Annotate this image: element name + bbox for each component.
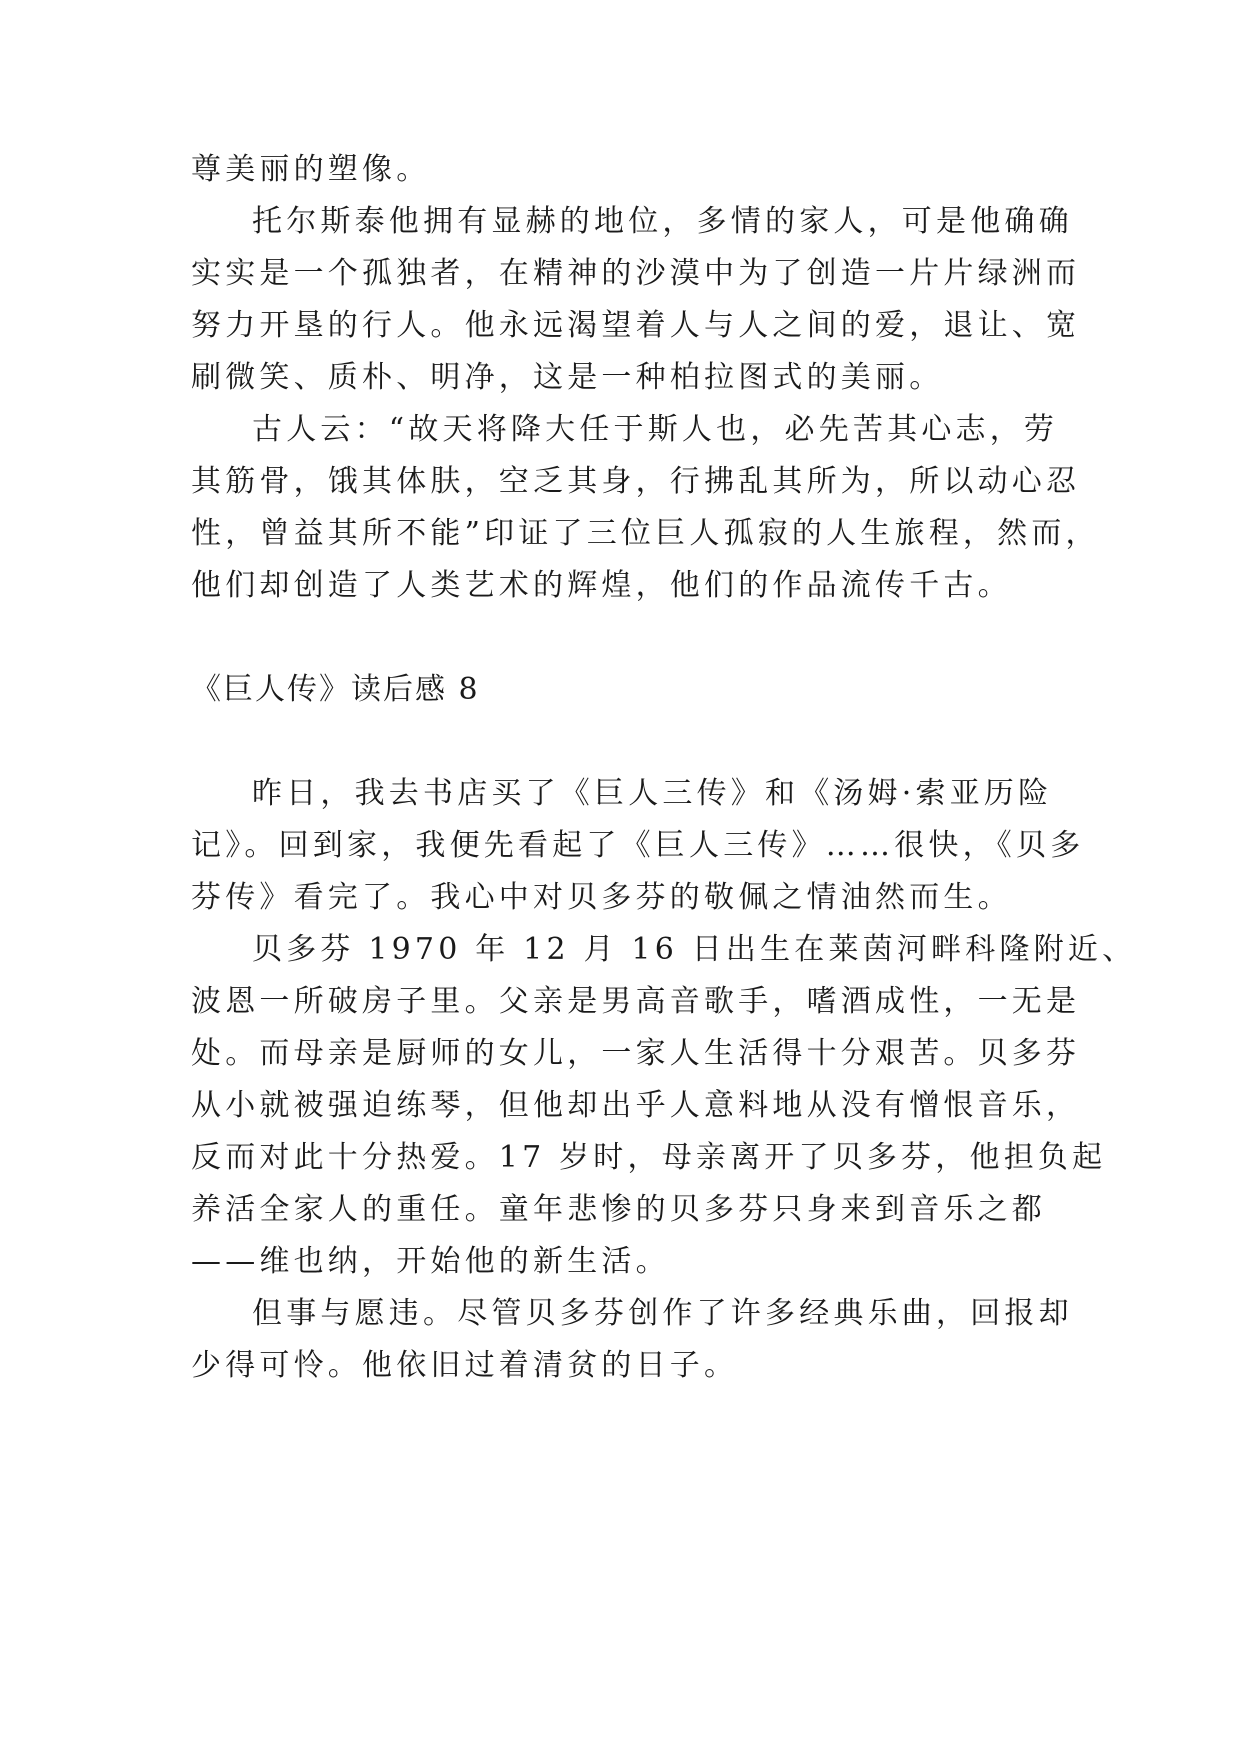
text-line: 但事与愿违。尽管贝多芬创作了许多经典乐曲，回报却 [252, 1296, 1073, 1331]
text-line: 波恩一所破房子里。父亲是男高音歌手，嗜酒成性，一无是 [191, 984, 1081, 1019]
text-line: 托尔斯泰他拥有显赫的地位，多情的家人，可是他确确 [252, 204, 1073, 239]
text-line: 实实是一个孤独者，在精神的沙漠中为了创造一片片绿洲而 [191, 256, 1081, 291]
text-line: 少得可怜。他依旧过着清贫的日子。 [191, 1348, 739, 1383]
text-line: 昨日，我去书店买了《巨人三传》和《汤姆·索亚历险 [252, 776, 1053, 811]
text-line: 刷微笑、质朴、明净，这是一种柏拉图式的美丽。 [191, 360, 944, 395]
text-line: 其筋骨，饿其体肤，空乏其身，行拂乱其所为，所以动心忍 [191, 464, 1081, 499]
text-line: 尊美丽的塑像。 [191, 152, 431, 187]
text-line: 努力开垦的行人。他永远渴望着人与人之间的爱，退让、宽 [191, 308, 1081, 343]
text-line: 贝多芬 1970 年 12 月 16 日出生在莱茵河畔科隆附近、 [252, 932, 1137, 967]
text-line: 养活全家人的重任。童年悲惨的贝多芬只身来到音乐之都 [191, 1192, 1046, 1227]
text-line: 从小就被强迫练琴，但他却出乎人意料地从没有憎恨音乐， [191, 1088, 1081, 1123]
text-line: ——维也纳，开始他的新生活。 [191, 1244, 670, 1279]
section-heading: 《巨人传》读后感 8 [191, 672, 480, 707]
text-line: 处。而母亲是厨师的女儿，一家人生活得十分艰苦。贝多芬 [191, 1036, 1081, 1071]
text-line: 他们却创造了人类艺术的辉煌，他们的作品流传千古。 [191, 568, 1012, 603]
text-line: 古人云：“故天将降大任于斯人也，必先苦其心志，劳 [252, 412, 1059, 447]
text-line: 性，曾益其所不能”印证了三位巨人孤寂的人生旅程，然而， [191, 516, 1100, 551]
text-line: 芬传》看完了。我心中对贝多芬的敬佩之情油然而生。 [191, 880, 1012, 915]
text-line: 反而对此十分热爱。17 岁时，母亲离开了贝多芬，他担负起 [191, 1140, 1107, 1175]
text-line: 记》。回到家，我便先看起了《巨人三传》……很快，《贝多 [191, 828, 1085, 863]
